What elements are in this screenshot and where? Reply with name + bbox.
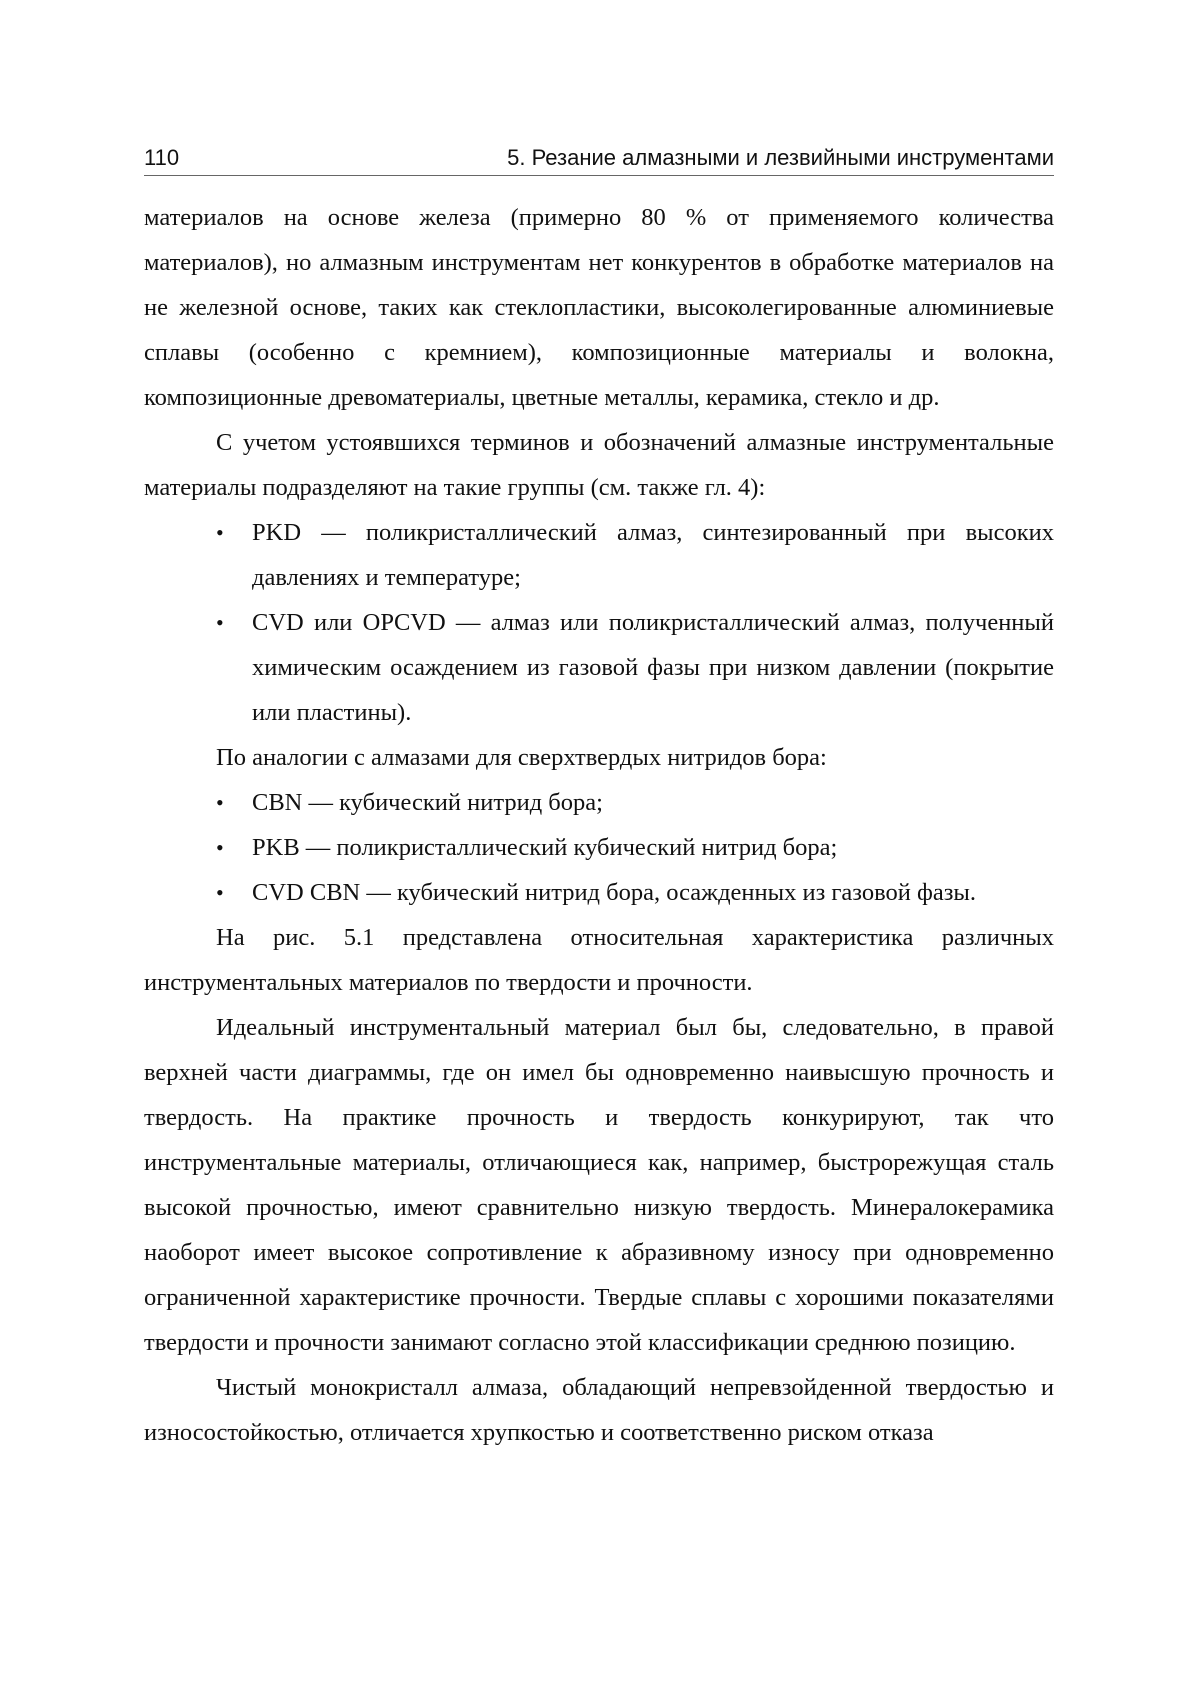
paragraph-4: На рис. 5.1 представлена относительная характеристика различных инструментальных материалов по твердости и прочности. [144,924,1054,996]
boron-nitride-list [144,780,1054,915]
body-text [144,195,1054,1455]
list-item: • CBN — кубический нитрид бора; [144,780,1054,825]
paragraph-5: Идеальный инструментальный материал был бы, следовательно, в правой верхней части диаграммы, где он имел бы одновременно наивысшую прочность и твердость. На практике прочность и твердость конкурируют, так что инструментальные материалы, отличающиеся как, например, быстрорежущая сталь высокой прочностью, имеют сравнительно низкую твердость. Минералокерамика наоборот имеет высокое сопротивление к абразивному износу при одновременно ограниченной характеристике прочности. Твердые сплавы с хорошими показателями твердости и прочности занимают согласно этой классификации среднюю позицию. [144,1014,1054,1356]
bullet-icon: • [216,610,224,635]
list-item: • PKD — поликристаллический алмаз, синтезированный при высоких давлениях и температуре; [144,510,1054,600]
running-header [144,141,1054,176]
chapter-title: 5. Резание алмазными и лезвийными инструментами [507,145,1054,170]
list-item: • CVD или OPCVD — алмаз или поликристаллический алмаз, полученный химическим осаждением из газовой фазы при низком давлении (покрытие или пластины). [144,600,1054,735]
paragraph-3: По аналогии с алмазами для сверхтвердых нитридов бора: [216,744,827,771]
list-item: • CVD CBN — кубический нитрид бора, осажденных из газовой фазы. [144,870,1054,915]
bullet-icon: • [216,520,224,545]
paragraph-1: материалов на основе железа (примерно 80 % от применяемого количества материалов), но алмазным инструментам нет конкурентов в обработке материалов на не железной основе, таких как стеклопластики, высоколегированные алюминиевые сплавы (особенно с кремнием), композиционные материалы и волокна, композиционные древоматериалы, цветные металлы, керамика, стекло и др. [144,204,1054,411]
bullet-icon: • [216,880,224,905]
paragraph-6: Чистый монокристалл алмаза, обладающий непревзойденной твердостью и износостойкостью, отличается хрупкостью и соответственно риском отказа [144,1374,1054,1446]
bullet-icon: • [216,790,224,815]
diamond-materials-list [144,510,1054,735]
paragraph-2: С учетом устоявшихся терминов и обозначений алмазные инструментальные материалы подразделяют на такие группы (см. также гл. 4): [144,429,1054,501]
list-item: • PKB — поликристаллический кубический нитрид бора; [144,825,1054,870]
bullet-icon: • [216,835,224,860]
page-number: 110 [144,145,180,170]
